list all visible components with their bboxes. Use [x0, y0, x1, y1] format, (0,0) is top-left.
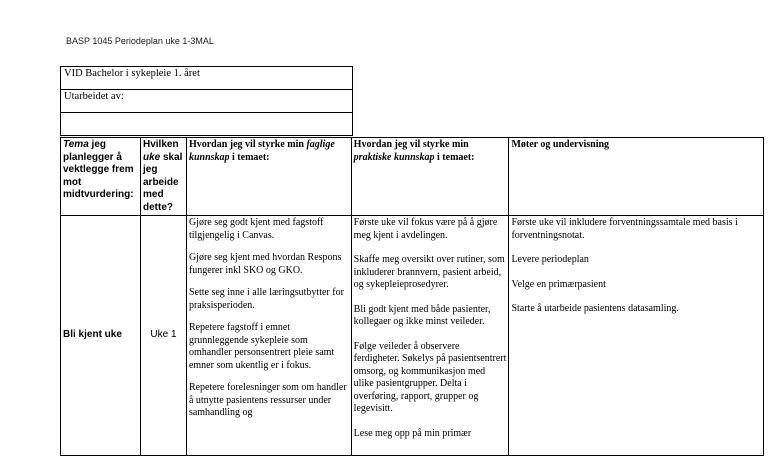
header-academic-pre: Hvordan jeg vil styrke min — [188, 139, 307, 150]
header-week-pre: Hvilken — [142, 139, 179, 150]
academic-paragraph: Gjøre seg godt kjent med fagstoff tilgjengelig i Canvas. — [188, 217, 324, 241]
practical-paragraph: Lese meg opp på min primær — [353, 427, 472, 439]
header-week-text: skal jeg arbeide med dette? — [142, 151, 183, 213]
meetings-paragraph: Første uke vil inkludere forventningssamtale med basis i forventningsnotat. — [511, 217, 738, 241]
meetings-paragraph: Levere periodeplan — [511, 254, 589, 265]
practical-paragraph: Skaffe meg oversikt over rutiner, som inkluderer brannvern, pasient arbeid, og sykepleieprosedyrer. — [353, 254, 505, 290]
header-theme — [61, 138, 141, 216]
meetings-cell — [509, 216, 764, 456]
header-theme-emphasis: Tema — [63, 139, 89, 150]
week-cell: Uke 1 — [140, 216, 186, 456]
header-practical — [351, 138, 509, 216]
practical-paragraph: Bli godt kjent med både pasienter, kollegaer og ikke minst veileder. — [353, 303, 491, 327]
academic-paragraph: Repetere forelesninger som om handler å utnytte pasientens ressurser under samhandling og — [188, 382, 347, 418]
academic-cell — [186, 216, 351, 456]
meetings-paragraph: Starte å utarbeide pasientens datasamling. — [511, 303, 679, 314]
prepared-by-label: Utarbeidet av: — [61, 90, 353, 113]
header-academic-post: i temaet: — [229, 151, 270, 163]
practical-paragraph: Følge veileder å observere ferdigheter. Søkelys på pasientsentrert omsorg, og kommunikasjon med ulike pasientgrupper. Delta i overføring, rapport, grupper og legevisitt. — [353, 340, 507, 414]
header-practical-emphasis: praktiske kunnskap — [353, 151, 435, 163]
document-header: BASP 1045 Periodeplan uke 1-3MAL — [66, 36, 214, 46]
header-week-emphasis: uke — [142, 151, 161, 163]
header-academic-emphasis: faglige kunnskap — [188, 139, 335, 163]
info-table — [60, 66, 353, 136]
header-week — [140, 138, 186, 216]
table-row — [61, 216, 764, 456]
theme-cell: Bli kjent uke — [61, 216, 141, 456]
program-title: VID Bachelor i sykepleie 1. året — [61, 67, 353, 90]
period-plan-table — [60, 137, 764, 456]
academic-paragraph: Sette seg inne i alle læringsutbytter for praksisperioden. — [188, 287, 344, 311]
practical-cell — [351, 216, 509, 456]
academic-paragraph: Repetere fagstoff i emnet grunnleggende sykepleie som omhandler personsentrert pleie samt emner som ukentlig er i fokus. — [188, 322, 335, 371]
practical-paragraph: Første uke vil fokus være på å gjøre meg kjent i avdelingen. — [353, 217, 498, 241]
header-meetings: Møter og undervisning — [509, 138, 764, 216]
header-practical-post: i temaet: — [434, 151, 475, 163]
prepared-by-value — [61, 113, 353, 136]
header-academic — [186, 138, 351, 216]
header-row — [61, 138, 764, 216]
header-theme-text: jeg planlegger å vektlegge frem mot midtvurdering: — [63, 139, 134, 200]
header-practical-pre: Hvordan jeg vil styrke min — [353, 139, 469, 150]
meetings-paragraph: Velge en primærpasient — [511, 278, 606, 290]
academic-paragraph: Gjøre seg kjent med hvordan Respons fungerer inkl SKO og GKO. — [188, 252, 342, 276]
